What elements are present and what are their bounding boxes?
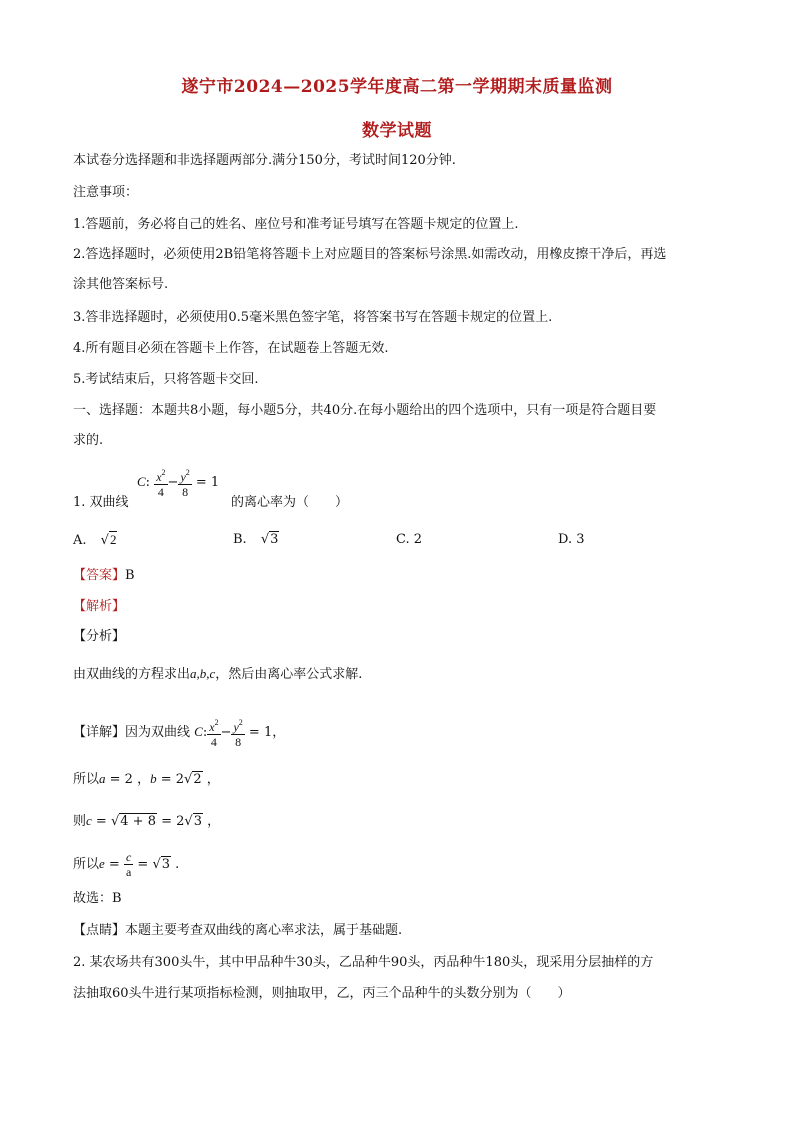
q1-step-a-b: 所以a = 2 ，b = 2√2 ， bbox=[73, 771, 220, 787]
section-heading-line1: 一、选择题：本题共8小题，每小题5分，共40分.在每小题给出的四个选项中，只有一项是符合题目要 bbox=[73, 403, 657, 418]
q1-detail: 【详解】因为双曲线 C: $\frac{x^2}{4}$ − $\frac{y^2}{8}$ = 1， bbox=[73, 718, 286, 749]
notice-item-1: 1.答题前，务必将自己的姓名、座位号和准考证号填写在答题卡规定的位置上. bbox=[73, 217, 519, 232]
notice-item-2b: 涂其他答案标号. bbox=[73, 277, 169, 292]
notice-item-3: 3.答非选择题时，必须使用0.5毫米黑色签字笔，将答案书写在答题卡规定的位置上. bbox=[73, 310, 553, 325]
notice-item-4: 4.所有题目必须在答题卡上作答，在试题卷上答题无效. bbox=[73, 341, 389, 356]
q1-answer: 【答案】B bbox=[73, 568, 135, 583]
notice-label: 注意事项： bbox=[73, 185, 139, 200]
q2-line2: 法抽取60头牛进行某项指标检测，则抽取甲，乙，丙三个品种牛的头数分别为（ ） bbox=[73, 986, 571, 1001]
q1-choose: 故选：B bbox=[73, 891, 122, 906]
q1-suffix: 的离心率为（ ） bbox=[231, 495, 349, 510]
q1-step-e: 所以e = $\frac{c}{a}$ = √3 . bbox=[73, 850, 180, 879]
intro-line: 本试卷分选择题和非选择题两部分.满分150分，考试时间120分钟. bbox=[73, 153, 456, 168]
notice-item-2a: 2.答选择题时，必须使用2B铅笔将答题卡上对应题目的答案标号涂黑.如需改动，用橡皮擦干净后，再选 bbox=[73, 247, 667, 262]
q1-step-c: 则c = √4 + 8 = 2√3 ， bbox=[73, 813, 221, 829]
q1-fenxi-text: 由双曲线的方程求出a,b,c，然后由离心率公式求解. bbox=[73, 666, 363, 682]
notice-item-5: 5.考试结束后，只将答题卡交回. bbox=[73, 372, 259, 387]
q1-option-c: C. 2 bbox=[396, 532, 423, 547]
exam-subtitle: 数学试题 bbox=[362, 121, 432, 141]
q1-option-a: A. √2 bbox=[73, 532, 117, 548]
q1-analysis-tag: 【解析】 bbox=[73, 599, 126, 614]
q2-line1: 2. 某农场共有300头牛，其中甲品种牛30头，乙品种牛90头，丙品种牛180头，现采用分层抽样的方 bbox=[73, 955, 654, 970]
q1-comment: 【点睛】本题主要考查双曲线的离心率求法，属于基础题. bbox=[73, 923, 403, 938]
exam-title: 遂宁市2024—2025学年度高二第一学期期末质量监测 bbox=[181, 77, 613, 97]
q1-fenxi-tag: 【分析】 bbox=[73, 629, 126, 644]
section-heading-line2: 求的. bbox=[73, 433, 104, 448]
q1-option-b: B. √3 bbox=[233, 532, 279, 547]
q1-equation: C: $\frac{x^2}{4}$ − $\frac{y^2}{8}$ = 1 bbox=[137, 468, 220, 499]
q1-option-d: D. 3 bbox=[558, 532, 585, 547]
q1-prefix: 1. 双曲线 bbox=[73, 495, 129, 510]
